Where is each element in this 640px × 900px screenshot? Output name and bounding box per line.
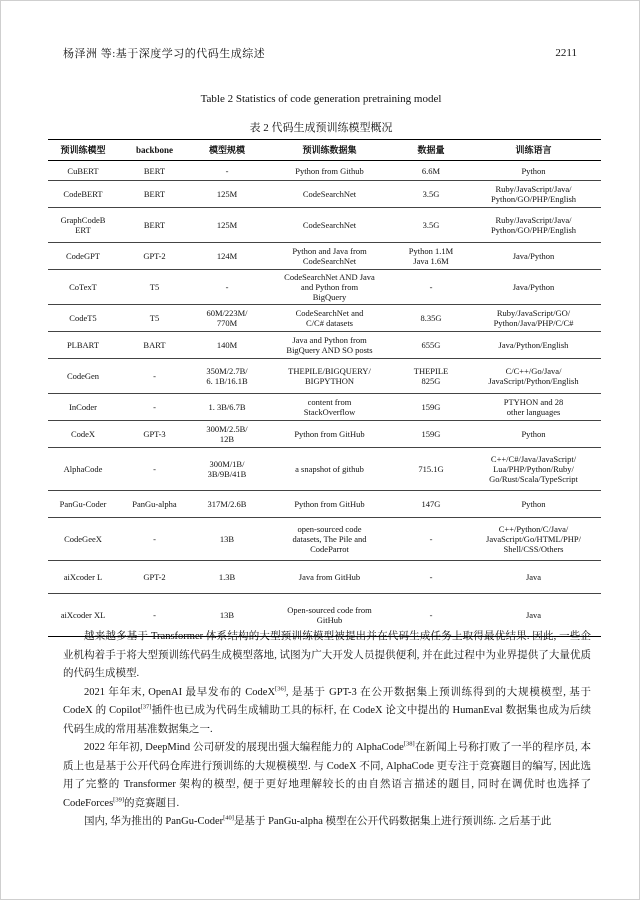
table-cell-dataset: CodeSearchNet xyxy=(263,208,396,243)
table-row xyxy=(48,208,601,243)
table-row xyxy=(48,394,601,421)
table-cell-model: GraphCodeB ERT xyxy=(48,208,118,243)
table-cell-model: CoTexT xyxy=(48,270,118,305)
table-cell-languages: Java xyxy=(466,594,601,637)
text-run: 国内, 华为推出的 PanGu-Coder xyxy=(84,816,224,827)
table-cell-amount: 3.5G xyxy=(396,208,466,243)
table-cell-dataset: Python and Java from CodeSearchNet xyxy=(263,243,396,270)
table-cell-size: 1.3B xyxy=(191,561,263,594)
table-cell-model: InCoder xyxy=(48,394,118,421)
table-cell-size: 140M xyxy=(191,332,263,359)
table-cell-amount: Python 1.1M Java 1.6M xyxy=(396,243,466,270)
table-cell-size: 13B xyxy=(191,594,263,637)
table-cell-model: CodeT5 xyxy=(48,305,118,332)
table-cell-model: CodeGen xyxy=(48,359,118,394)
table-cell-backbone: BERT xyxy=(118,161,191,181)
table-cell-amount: 655G xyxy=(396,332,466,359)
text-run: 2021 年年末, OpenAI 最早发布的 CodeX xyxy=(84,686,276,698)
table-cell-amount: 159G xyxy=(396,421,466,448)
text-run: , 是基于 GPT-3 在公开数据集上预训练得到的大规模模型, 基于 CodeX 的 Copilot xyxy=(63,686,591,716)
table-cell-size: 125M xyxy=(191,208,263,243)
text-run: 2022 年年初, DeepMind 公司研发的展现出强大编程能力的 AlphaCode xyxy=(84,742,404,753)
header-authors: 杨泽洲 等:基于深度学习的代码生成综述 xyxy=(63,48,266,60)
table-row xyxy=(48,448,601,491)
column-header: 数据量 xyxy=(396,140,466,161)
running-header xyxy=(63,45,577,61)
table-cell-amount: 715.1G xyxy=(396,448,466,491)
table-row xyxy=(48,305,601,332)
paragraph xyxy=(63,684,591,740)
table-cell-dataset: Java and Python from BigQuery AND SO posts xyxy=(263,332,396,359)
table-cell-dataset: Python from GitHub xyxy=(263,491,396,518)
table-cell-amount: 8.35G xyxy=(396,305,466,332)
table-cell-languages: Ruby/JavaScript/Java/ Python/GO/PHP/English xyxy=(466,208,601,243)
table-cell-backbone: BERT xyxy=(118,208,191,243)
column-header: 预训练模型 xyxy=(48,140,118,161)
column-header: 训练语言 xyxy=(466,140,601,161)
table-row xyxy=(48,518,601,561)
pretraining-table xyxy=(48,139,601,637)
table-cell-size: 1. 3B/6.7B xyxy=(191,394,263,421)
table-row xyxy=(48,181,601,208)
paragraph xyxy=(63,739,591,813)
table-cell-languages: Java xyxy=(466,561,601,594)
table-row xyxy=(48,359,601,394)
table-cell-model: CodeX xyxy=(48,421,118,448)
citation-ref: [36] xyxy=(275,685,286,692)
table-cell-model: AlphaCode xyxy=(48,448,118,491)
table-cell-model: CodeBERT xyxy=(48,181,118,208)
table-cell-size: 350M/2.7B/ 6. 1B/16.1B xyxy=(191,359,263,394)
table-cell-backbone: - xyxy=(118,594,191,637)
table-cell-backbone: - xyxy=(118,518,191,561)
table-cell-dataset: CodeSearchNet and C/C# datasets xyxy=(263,305,396,332)
table-cell-size: 300M/2.5B/ 12B xyxy=(191,421,263,448)
table-cell-languages: Python xyxy=(466,161,601,181)
table-row xyxy=(48,243,601,270)
table-cell-dataset: Open-sourced code from GitHub xyxy=(263,594,396,637)
table-cell-model: CuBERT xyxy=(48,161,118,181)
text-run: 是基于 PanGu-alpha 模型在公开代码数据集上进行预训练. 之后基于此 xyxy=(233,816,552,827)
table-row xyxy=(48,491,601,518)
table-row xyxy=(48,421,601,448)
table-caption-en: Table 2 Statistics of code generation pretraining model xyxy=(200,93,442,105)
text-run: 的竞赛题目. xyxy=(124,797,180,809)
table-cell-size: 125M xyxy=(191,181,263,208)
citation-ref: [37] xyxy=(140,703,152,711)
table-cell-amount: 159G xyxy=(396,394,466,421)
table-cell-amount: - xyxy=(396,518,466,561)
table-cell-size: - xyxy=(191,270,263,305)
table-cell-model: CodeGPT xyxy=(48,243,118,270)
table-cell-backbone: GPT-2 xyxy=(118,561,191,594)
table-row xyxy=(48,161,601,181)
table-cell-amount: - xyxy=(396,594,466,637)
table-cell-backbone: T5 xyxy=(118,305,191,332)
table-cell-languages: Python xyxy=(466,421,601,448)
table-row xyxy=(48,270,601,305)
table-cell-model: CodeGeeX xyxy=(48,518,118,561)
citation-ref: [39] xyxy=(113,796,125,803)
table-row xyxy=(48,561,601,594)
table-cell-size: 124M xyxy=(191,243,263,270)
column-header: 模型规模 xyxy=(191,140,263,161)
column-header: 预训练数据集 xyxy=(263,140,396,161)
table-cell-amount: 3.5G xyxy=(396,181,466,208)
table-cell-amount: 147G xyxy=(396,491,466,518)
table-cell-backbone: - xyxy=(118,359,191,394)
table-cell-size: 317M/2.6B xyxy=(191,491,263,518)
table-cell-dataset: a snapshot of github xyxy=(263,448,396,491)
table-cell-backbone: BART xyxy=(118,332,191,359)
citation-ref: [40] xyxy=(223,814,234,822)
table-cell-dataset: Java from GitHub xyxy=(263,561,396,594)
table-cell-dataset: THEPILE/BIGQUERY/ BIGPYTHON xyxy=(263,359,396,394)
table-cell-languages: Ruby/JavaScript/Java/ Python/GO/PHP/English xyxy=(466,181,601,208)
table-header-row xyxy=(48,140,601,161)
column-header: backbone xyxy=(118,140,191,161)
citation-ref: [38] xyxy=(403,740,415,748)
table-cell-dataset: CodeSearchNet AND Java and Python from BigQuery xyxy=(263,270,396,305)
text-run: 插件也已成为代码生成辅助工具的标杆, 在 CodeX 论文中提出的 HumanEval 数据集也成为后续代码生成的常用基准数据集之一. xyxy=(63,705,591,735)
table-cell-backbone: - xyxy=(118,448,191,491)
body-text xyxy=(63,628,591,832)
page-number: 2211 xyxy=(555,47,577,59)
table-cell-backbone: T5 xyxy=(118,270,191,305)
table-cell-languages: Python xyxy=(466,491,601,518)
table-cell-backbone: GPT-2 xyxy=(118,243,191,270)
paragraph: 越来越多基于 Transformer 体系结构的大型预训练模型被提出并在代码生成任务上取得最优结果. 因此, 一些企业机构着手于将大型预训练代码生成模型落地, 试图为广大开发人员提供便利, 并在此过程中为业界提供了大量优质的代码生成模型. xyxy=(63,631,591,679)
table-cell-backbone: GPT-3 xyxy=(118,421,191,448)
table-cell-size: - xyxy=(191,161,263,181)
table-cell-languages: Java/Python/English xyxy=(466,332,601,359)
table-cell-size: 13B xyxy=(191,518,263,561)
table-cell-languages: Ruby/JavaScript/GO/ Python/Java/PHP/C/C# xyxy=(466,305,601,332)
table-cell-size: 300M/1B/ 3B/9B/41B xyxy=(191,448,263,491)
table-cell-languages: C++/C#/Java/JavaScript/ Lua/PHP/Python/Ruby/ Go/Rust/Scala/TypeScript xyxy=(466,448,601,491)
table-cell-dataset: open-sourced code datasets, The Pile and CodeParrot xyxy=(263,518,396,561)
table-cell-size: 60M/223M/ 770M xyxy=(191,305,263,332)
table-cell-backbone: - xyxy=(118,394,191,421)
table-caption-zh: 表 2 代码生成预训练模型概况 xyxy=(249,122,393,134)
table-cell-amount: - xyxy=(396,270,466,305)
table-cell-amount: 6.6M xyxy=(396,161,466,181)
table-cell-languages: PTYHON and 28 other languages xyxy=(466,394,601,421)
table-cell-languages: C++/Python/C/Java/ JavaScript/Go/HTML/PHP/ Shell/CSS/Others xyxy=(466,518,601,561)
table-cell-model: PLBART xyxy=(48,332,118,359)
table-cell-backbone: PanGu-alpha xyxy=(118,491,191,518)
table-cell-dataset: Python from GitHub xyxy=(263,421,396,448)
text-run: 在新闻上号称打败了一半的程序员, 本质上也是基于公开代码仓库进行预训练的大规模模型. 与 CodeX 不同, AlphaCode 更专注于竞赛题目的编写, 因此选用了完整的 Transformer 架构的模型, 便于更好地理解较长的由自然语言描述的题目, 同时在调优时也选择了 CodeForces xyxy=(63,742,592,809)
table-cell-amount: THEPILE 825G xyxy=(396,359,466,394)
table-cell-dataset: CodeSearchNet xyxy=(263,181,396,208)
table-body xyxy=(48,161,601,637)
table-cell-model: PanGu-Coder xyxy=(48,491,118,518)
paragraph xyxy=(63,813,591,832)
table-cell-model: aiXcoder XL xyxy=(48,594,118,637)
table-cell-languages: Java/Python xyxy=(466,270,601,305)
table-cell-amount: - xyxy=(396,561,466,594)
table-cell-dataset: Python from Github xyxy=(263,161,396,181)
table-cell-model: aiXcoder L xyxy=(48,561,118,594)
table-cell-backbone: BERT xyxy=(118,181,191,208)
table-cell-dataset: content from StackOverflow xyxy=(263,394,396,421)
table-cell-languages: C/C++/Go/Java/ JavaScript/Python/English xyxy=(466,359,601,394)
table-cell-languages: Java/Python xyxy=(466,243,601,270)
table-row xyxy=(48,332,601,359)
